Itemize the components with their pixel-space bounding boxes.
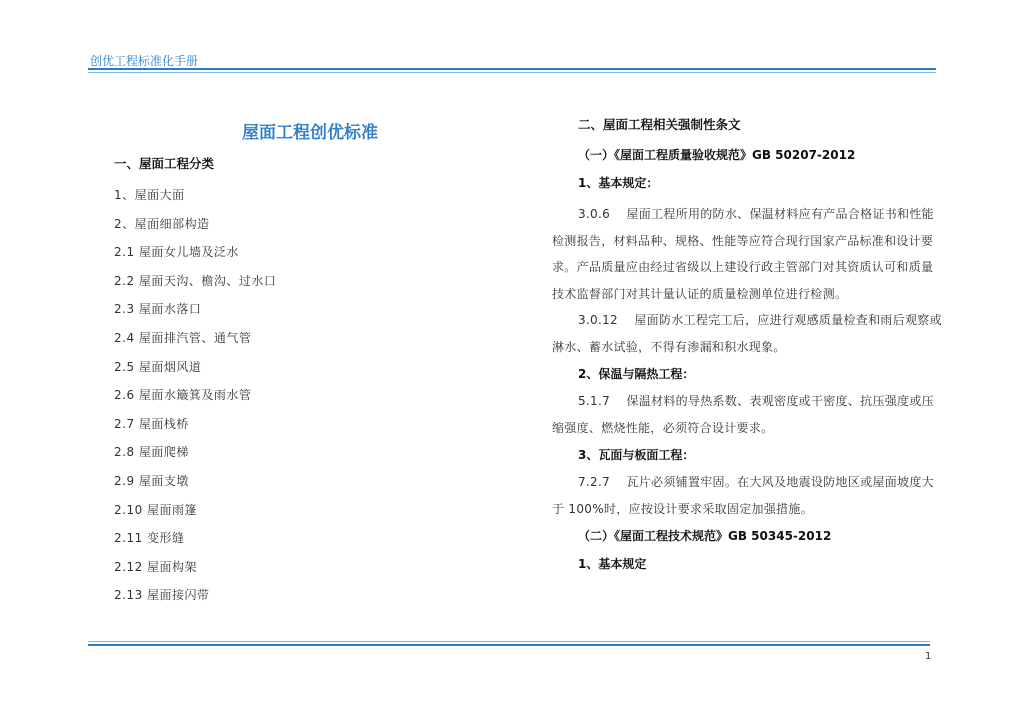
list-item: 2.3 屋面水落口 [114, 302, 202, 317]
subsection-heading-insulation: 2、保温与隔热工程： [578, 367, 695, 381]
right-column [552, 117, 942, 578]
header-rule-thin [88, 72, 936, 73]
list-item: 2.7 屋面栈桥 [114, 416, 189, 431]
footer-rule-thin [88, 641, 930, 642]
list-item: 2.4 屋面排汽管、通气管 [114, 330, 252, 345]
subsection-heading-tile: 3、瓦面与板面工程： [578, 448, 695, 462]
list-item: 2.6 屋面水簸箕及雨水管 [114, 388, 252, 403]
list-item: 2.2 屋面天沟、檐沟、过水口 [114, 273, 277, 288]
list-item: 2.11 变形缝 [114, 531, 185, 546]
subsection-heading-basic: 1、基本规定： [578, 176, 659, 190]
list-item: 2、屋面细部构造 [114, 216, 210, 231]
clause-5-1-7: 5.1.7 保温材料的导热系数、表观密度或干密度、抗压强度或压缩强度、燃烧性能，必须符合设计要求。 [552, 394, 934, 435]
document-header-title: 创优工程标准化手册 [90, 54, 199, 68]
section-heading-mandatory: 二、屋面工程相关强制性条文 [578, 117, 741, 132]
clause-3-0-6: 3.0.6 屋面工程所用的防水、保温材料应有产品合格证书和性能检测报告，材料品种、规格、性能等应符合现行国家产品标准和设计要求。产品质量应由经过省级以上建设行政主管部门对其资质认可和质量技术监督部门对其计量认证的质量检测单位进行检测。 [552, 207, 934, 301]
list-item: 2.9 屋面支墩 [114, 473, 189, 488]
clause-3-0-12: 3.0.12 屋面防水工程完工后，应进行观感质量检查和雨后观察或淋水、蓄水试验，不得有渗漏和积水现象。 [552, 313, 942, 354]
left-column [114, 154, 514, 610]
page-number: 1 [925, 651, 932, 662]
footer-rule [88, 644, 930, 646]
list-item: 2.1 屋面女儿墙及泛水 [114, 245, 239, 260]
list-item: 2.5 屋面烟风道 [114, 359, 202, 374]
page-title: 屋面工程创优标准 [242, 123, 378, 143]
standard-title-gb50207: （一）《屋面工程质量验收规范》GB 50207-2012 [578, 148, 856, 162]
list-item: 2.10 屋面雨篷 [114, 502, 198, 517]
section-heading-classification: 一、屋面工程分类 [114, 156, 215, 171]
classification-list [114, 181, 514, 610]
subsection-heading-basic-2: 1、基本规定 [578, 557, 647, 571]
list-item: 1、屋面大面 [114, 188, 185, 202]
list-item: 2.12 屋面构架 [114, 559, 198, 574]
header-rule [88, 68, 936, 70]
clause-7-2-7: 7.2.7 瓦片必须铺置牢固。在大风及地震设防地区或屋面坡度大于 100%时，应按设计要求采取固定加强措施。 [552, 475, 934, 516]
list-item: 2.13 屋面接闪带 [114, 588, 210, 603]
standard-title-gb50345: （二）《屋面工程技术规范》GB 50345-2012 [578, 529, 832, 543]
list-item: 2.8 屋面爬梯 [114, 445, 189, 460]
